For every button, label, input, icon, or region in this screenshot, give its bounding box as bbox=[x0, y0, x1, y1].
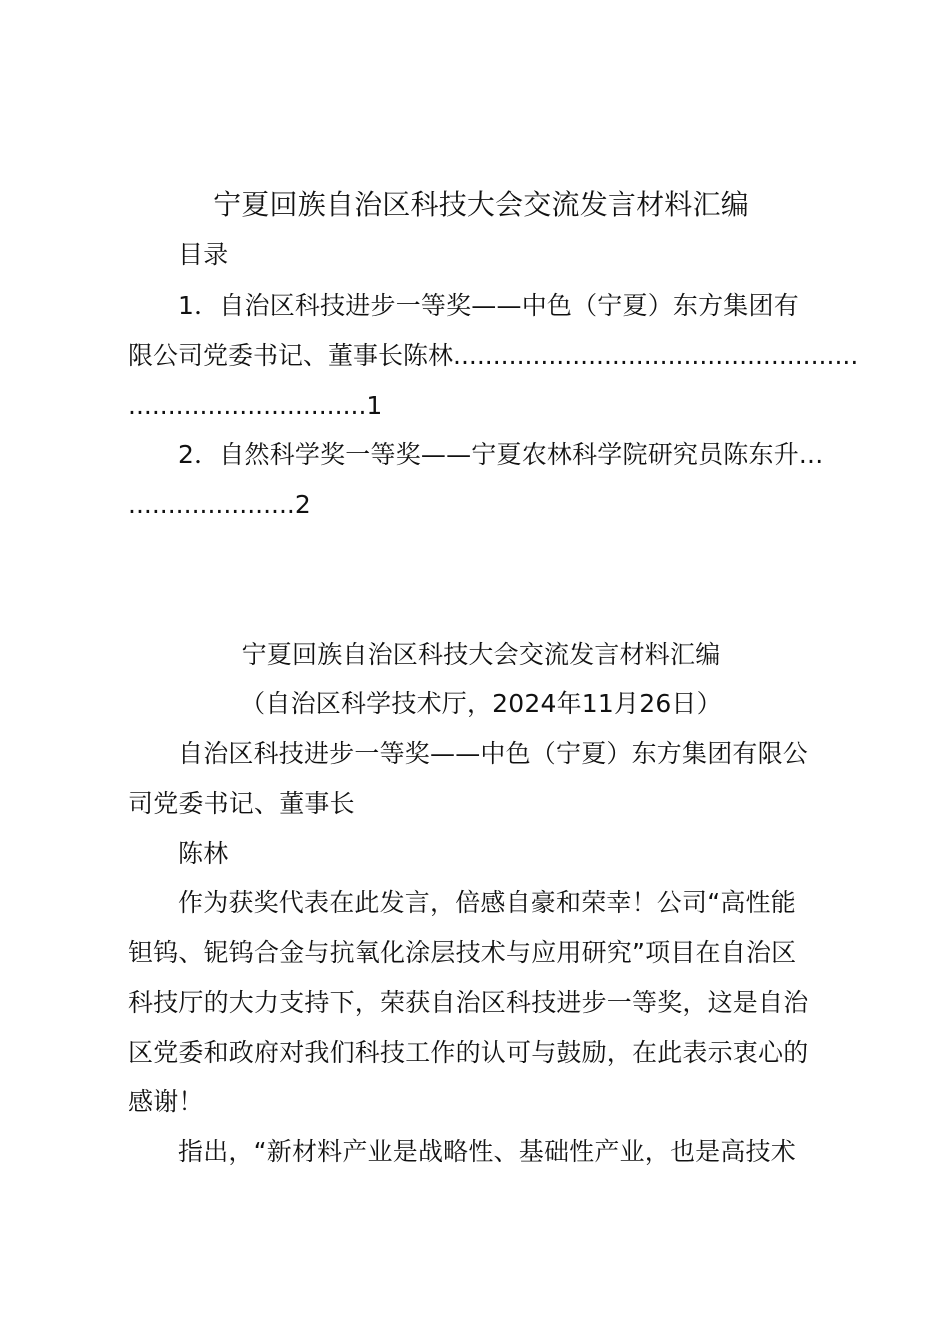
toc-item-2-line-2[interactable]: .....................2 bbox=[128, 490, 311, 519]
speaker-name: 陈林 bbox=[178, 839, 229, 868]
article-heading-line-1: 自治区科技进步一等奖——中色（宁夏）东方集团有限公 bbox=[178, 739, 809, 768]
article-subtitle: （自治区科学技术厅，2024年11月26日） bbox=[240, 689, 722, 718]
paragraph-1-line-2: 钽钨、铌钨合金与抗氧化涂层技术与应用研究”项目在自治区 bbox=[128, 938, 797, 967]
cover-title: 宁夏回族自治区科技大会交流发言材料汇编 bbox=[213, 188, 749, 221]
paragraph-2-line-1: 指出，“新材料产业是战略性、基础性产业，也是高技术 bbox=[178, 1137, 796, 1166]
toc-item-1-line-1[interactable]: 1．自治区科技进步一等奖——中色（宁夏）东方集团有 bbox=[178, 291, 799, 320]
paragraph-1-line-1: 作为获奖代表在此发言，倍感自豪和荣幸！公司“高性能 bbox=[178, 888, 796, 917]
toc-heading: 目录 bbox=[178, 240, 229, 269]
toc-item-1-line-3[interactable]: ..............................1 bbox=[128, 391, 383, 420]
article-heading-line-2: 司党委书记、董事长 bbox=[128, 789, 355, 818]
toc-item-2-line-1[interactable]: 2．自然科学奖一等奖——宁夏农林科学院研究员陈东升... bbox=[178, 440, 824, 469]
paragraph-1-line-5: 感谢！ bbox=[128, 1087, 204, 1116]
paragraph-1-line-4: 区党委和政府对我们科技工作的认可与鼓励，在此表示衷心的 bbox=[128, 1038, 809, 1067]
toc-item-1-line-2[interactable]: 限公司党委书记、董事长陈林................................................... bbox=[128, 341, 859, 370]
paragraph-1-line-3: 科技厅的大力支持下，荣获自治区科技进步一等奖，这是自治 bbox=[128, 988, 809, 1017]
article-title: 宁夏回族自治区科技大会交流发言材料汇编 bbox=[241, 640, 721, 669]
